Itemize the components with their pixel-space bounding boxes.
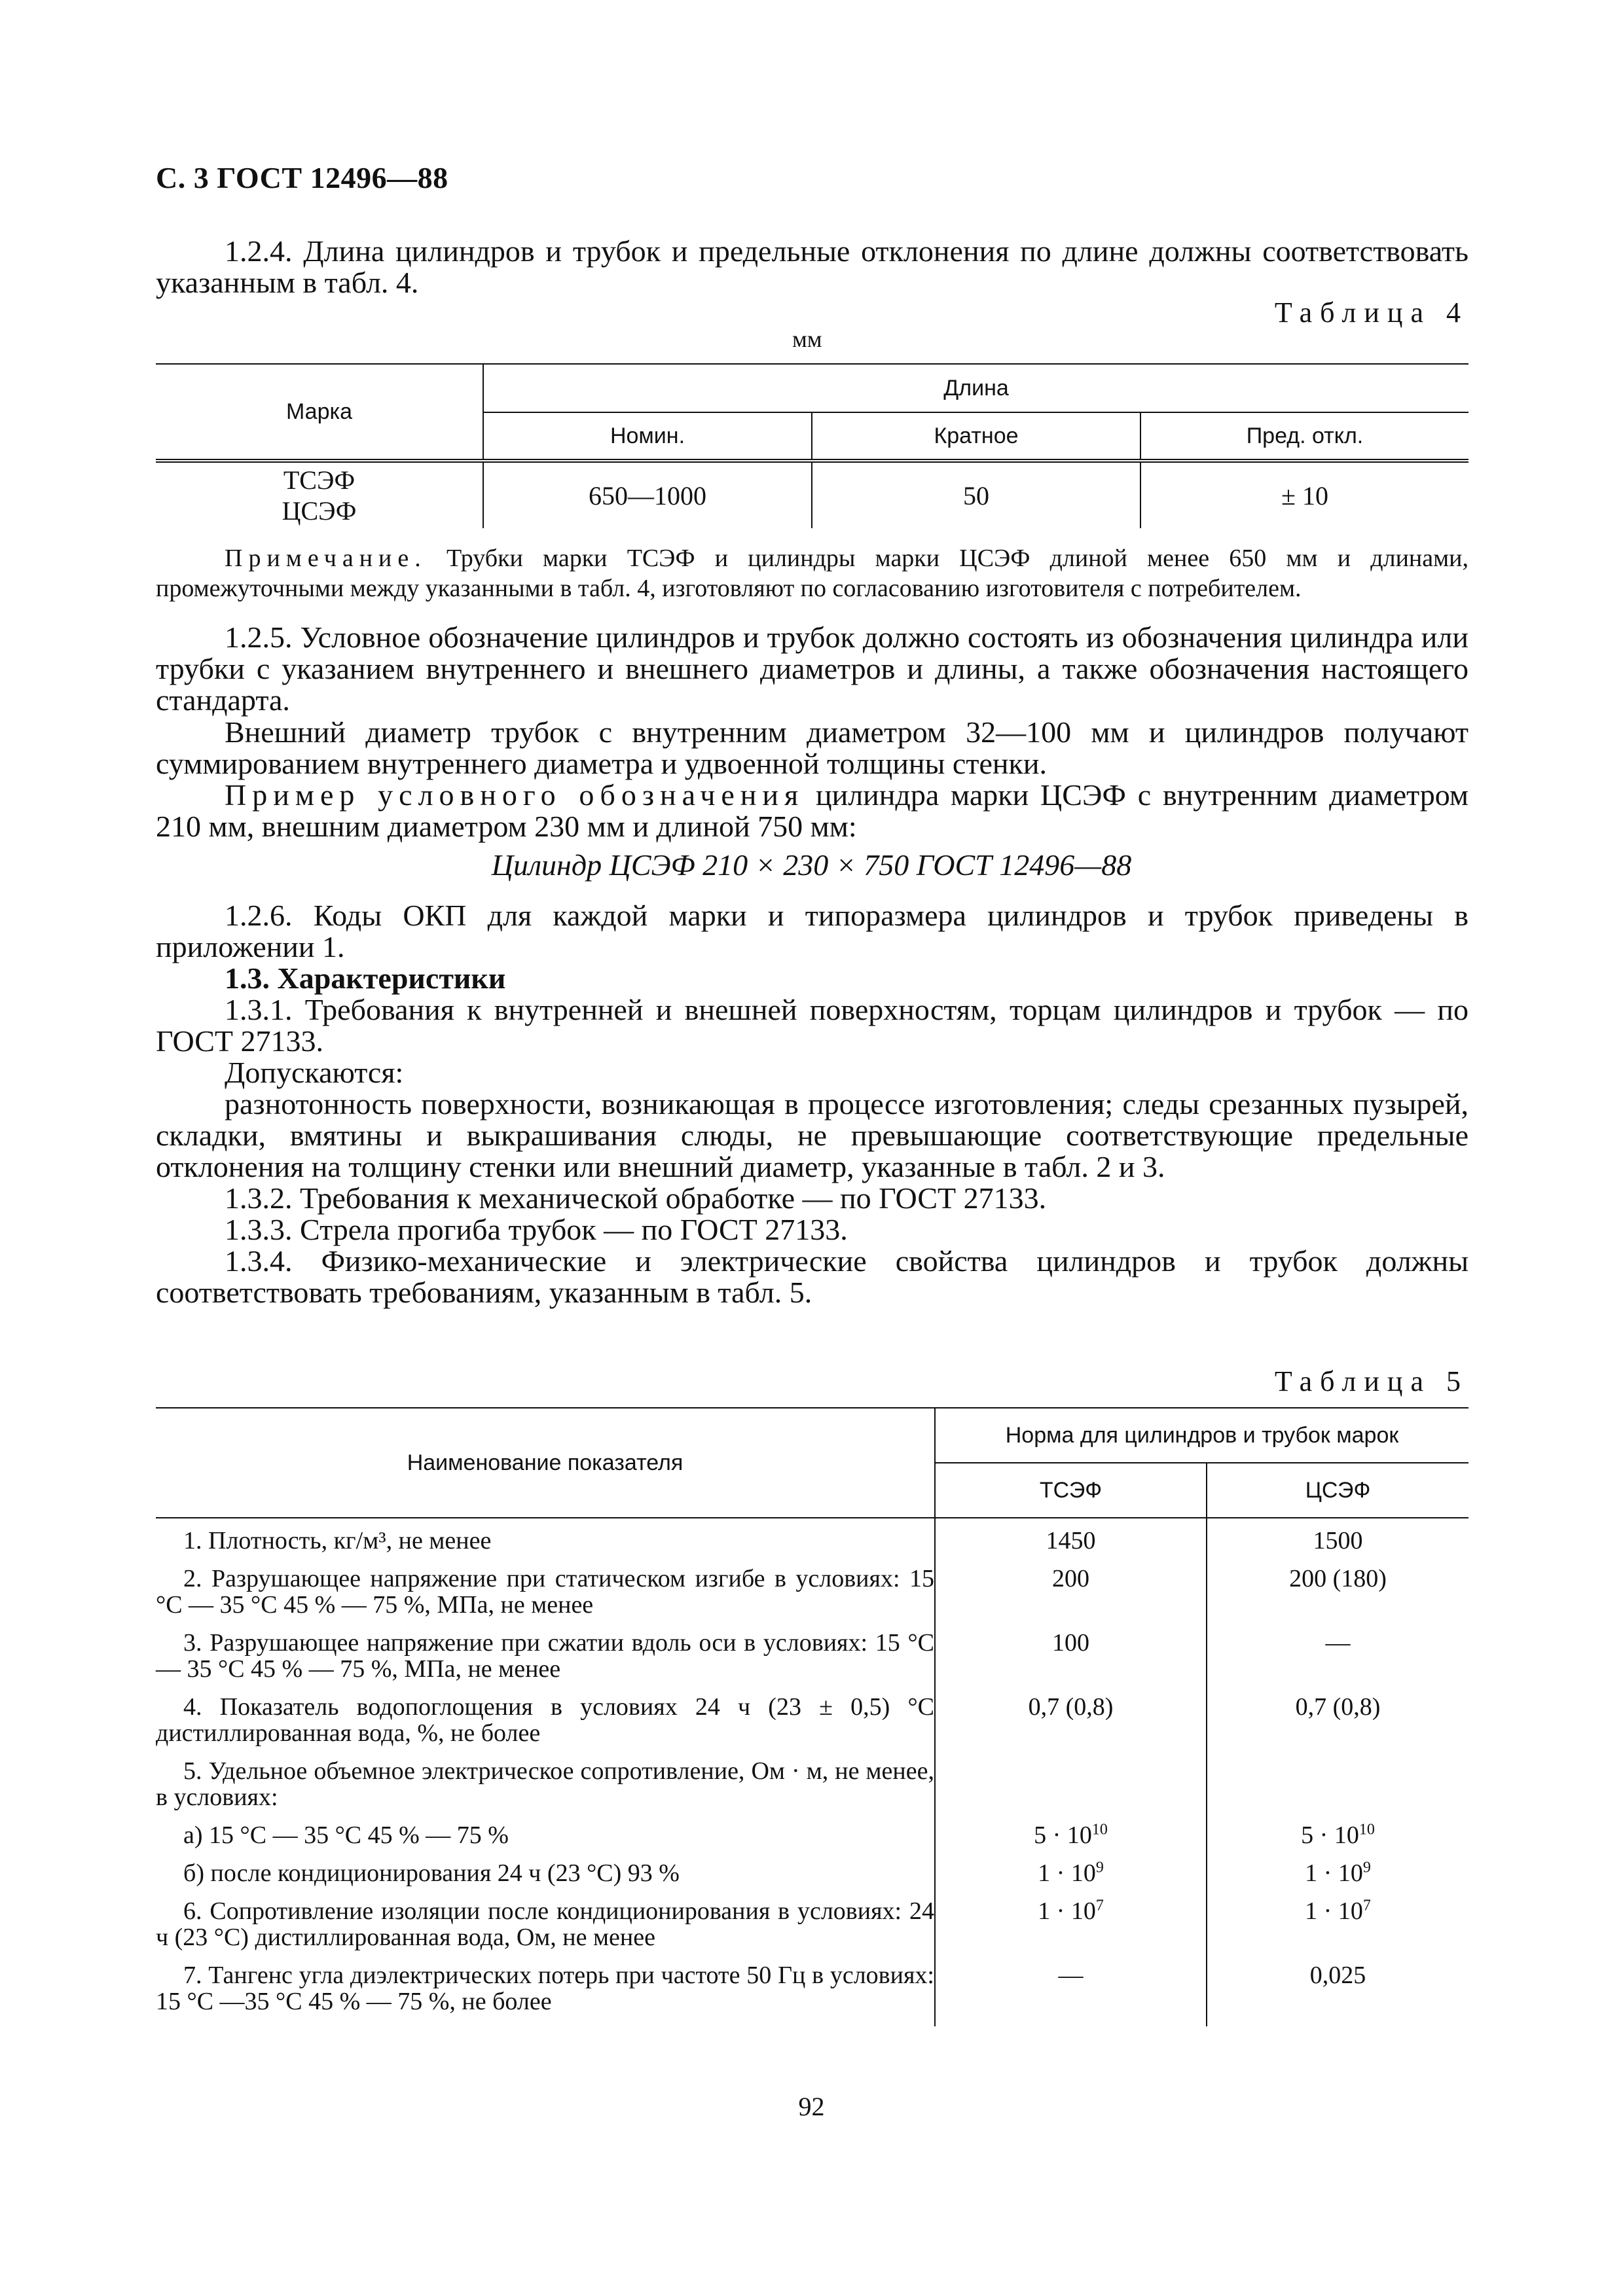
table5-row-name: б) после кондиционирования 24 ч (23 °С) 93 % [156,1860,935,1898]
table5-row-value-2: 0,7 (0,8) [1295,1693,1381,1721]
page-number: 92 [798,2092,825,2121]
table4-cell-multiple: 50 [812,461,1140,528]
note-label: Примечание. [225,545,427,572]
table5-row-value-2 [1207,1758,1468,1822]
table5-row [156,1822,1468,1860]
paragraph-1-3-3: 1.3.3. Стрела прогиба трубок — по ГОСТ 27133. [225,1213,848,1246]
table5-row-value-2 [1207,1860,1468,1898]
paragraph-1-2-5-b: Внешний диаметр трубок с внутренним диаметром 32—100 мм и цилиндров получают суммированием внутреннего диаметра и удвоенной толщины стенки. [156,715,1468,780]
value-base: 1 · 10 [1305,1859,1363,1887]
table5-header-norm: Норма для цилиндров и трубок марок [935,1408,1468,1463]
table5-row-value-2: 200 (180) [1289,1565,1387,1592]
table5-row-name: 6. Сопротивление изоляции после кондиционирования в условиях: 24 ч (23 °С) дистиллированная вода, Ом, не менее [156,1898,935,1962]
table5-header-name: Наименование показателя [156,1408,935,1518]
table5-row-value-1 [935,1860,1207,1898]
table5-row-value-1: 200 [935,1566,1207,1630]
example-paragraph [156,780,1468,842]
value-base: 5 · 10 [1301,1821,1359,1849]
table5-row-value-1 [935,1822,1207,1860]
table5-row [156,1758,1468,1822]
table4-label: Таблица 4 [1274,296,1468,329]
table4-header-multiple: Кратное [812,412,1140,461]
value-base: 1 · 10 [1305,1897,1363,1925]
example-designation: Цилиндр ЦСЭФ 210 × 230 × 750 ГОСТ 12496—88 [491,848,1132,882]
table5-row-name: 5. Удельное объемное электрическое сопротивление, Ом · м, не менее, в условиях: [156,1758,935,1822]
table-4 [156,363,1468,528]
table5-row [156,1694,1468,1758]
paragraph-1-3-4: 1.3.4. Физико-механические и электрические свойства цилиндров и трубок должны соответствовать требованиям, указанным в табл. 5. [156,1244,1468,1309]
table5-row-value-2: 0,025 [1309,1962,1366,1989]
note-text: Трубки марки ТСЭФ и цилиндры марки ЦСЭФ длиной менее 650 мм и длинами, промежуточными между указанными в табл. 4, изготовляют по согласованию изготовителя с потребителем. [156,545,1469,602]
paragraph-1-2-5: 1.2.5. Условное обозначение цилиндров и трубок должно состоять из обозначения цилиндра или трубки с указанием внутреннего и внешнего диаметров и длины, а также обозначения настоящего стандарта. [156,620,1468,717]
table5-row-name: 7. Тангенс угла диэлектрических потерь при частоте 50 Гц в условиях: 15 °С —35 °С 45 % — 75 %, не более [156,1962,935,2026]
value-exponent: 9 [1095,1859,1104,1876]
table4-header-mark: Марка [156,364,483,461]
table4-cell-mark [156,461,483,528]
table5-row-value-1: — [935,1962,1207,2026]
table5-row-value-1: 1450 [935,1518,1207,1566]
table5-row-name: 2. Разрушающее напряжение при статическом изгибе в условиях: 15 °С — 35 °С 45 % — 75 %, МПа, не менее [156,1566,935,1630]
table5-row-name: 4. Показатель водопоглощения в условиях 24 ч (23 ± 0,5) °С дистиллированная вода, %, не более [156,1694,935,1758]
table5-row-value-1 [935,1758,1207,1822]
table5-row [156,1962,1468,2026]
value-exponent: 10 [1091,1821,1108,1839]
value-base: 1 · 10 [1038,1897,1096,1925]
paragraph-1-3-2: 1.3.2. Требования к механической обработке — по ГОСТ 27133. [225,1181,1047,1215]
value-exponent: 7 [1095,1897,1104,1914]
paragraph-1-3-1: 1.3.1. Требования к внутренней и внешней поверхностям, торцам цилиндров и трубок — по ГОСТ 27133. [156,993,1468,1058]
table5-row-value-2 [1207,1898,1468,1962]
table5-row-name: а) 15 °С — 35 °С 45 % — 75 % [156,1822,935,1860]
table5-row-value-1: 100 [935,1630,1207,1694]
value-base: 5 · 10 [1034,1821,1092,1849]
example-text: цилиндра марки ЦСЭФ с внутренним диаметром 210 мм, внешним диаметром 230 мм и длиной 750 мм: [156,778,1469,843]
table4-header-length: Длина [483,364,1468,412]
table5-header-tsef-2: ЦСЭФ [1207,1463,1468,1518]
table5-header-tsef: ТСЭФ [935,1463,1207,1518]
table5-row [156,1566,1468,1630]
table4-mark-1: ТСЭФ [283,465,356,495]
allowed-heading: Допускаются: [225,1056,404,1089]
table4-note [156,543,1468,603]
table4-unit: мм [792,326,822,352]
table5-row-name: 3. Разрушающее напряжение при сжатии вдоль оси в условиях: 15 °С — 35 °С 45 % — 75 %, МПа, не менее [156,1630,935,1694]
value-exponent: 9 [1362,1859,1371,1876]
example-label: Пример условного обозначения [225,778,805,812]
value-exponent: 10 [1359,1821,1375,1839]
allowed-text: разнотонность поверхности, возникающая в процессе изготовления; следы срезанных пузырей, складки, вмятины и выкрашивания слюды, не превышающие соответствующие предельные отклонения на толщину стенки или внешний диаметр, указанные в табл. 2 и 3. [156,1087,1468,1183]
table4-header-tolerance: Пред. откл. [1246,423,1364,448]
value-exponent: 7 [1362,1897,1371,1914]
page-header: С. 3 ГОСТ 12496—88 [156,161,448,194]
table-5 [156,1407,1468,2026]
section-1-3-heading: 1.3. Характеристики [225,961,506,995]
table4-cell-nominal: 650—1000 [483,461,812,528]
table5-row [156,1898,1468,1962]
table5-row [156,1518,1468,1566]
table5-row-value-2: — [1325,1629,1351,1657]
table5-row [156,1860,1468,1898]
table5-row-value-2 [1207,1822,1468,1860]
table4-header-nominal: Номин. [483,412,812,461]
paragraph-1-2-4: 1.2.4. Длина цилиндров и трубок и предельные отклонения по длине должны соответствовать указанным в табл. 4. [156,234,1468,299]
table5-row-value-1: 0,7 (0,8) [935,1694,1207,1758]
paragraph-1-2-6: 1.2.6. Коды ОКП для каждой марки и типоразмера цилиндров и трубок приведены в приложении 1. [156,899,1468,963]
table5-row [156,1630,1468,1694]
table4-mark-2: ЦСЭФ [282,496,357,526]
table5-label: Таблица 5 [1274,1365,1468,1397]
table5-row-name: 1. Плотность, кг/м³, не менее [156,1518,935,1566]
value-base: 1 · 10 [1038,1859,1096,1887]
table5-row-value-1 [935,1898,1207,1962]
table4-cell-tolerance: ± 10 [1140,461,1468,528]
table5-row-value-2: 1500 [1313,1527,1363,1554]
